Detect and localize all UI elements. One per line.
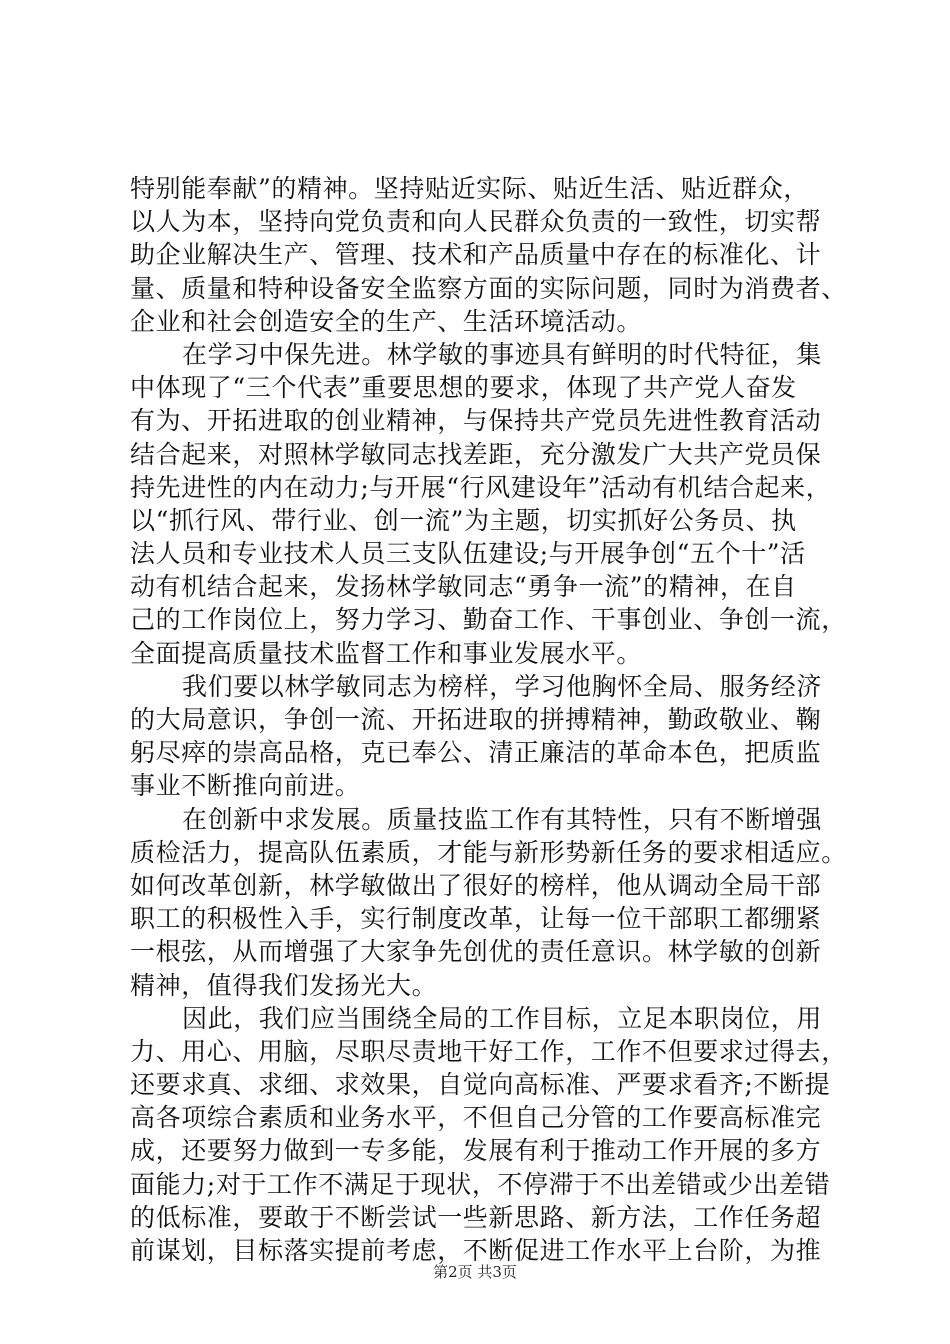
paragraph-start-line: 在创新中求发展。质量技监工作有其特性，只有不断增强 [182, 804, 823, 834]
text-line: 力、用心、用脑，尽职尽责地干好工作，工作不但要求过得去， [130, 1036, 847, 1066]
text-line: 面能力;对于工作不满足于现状，不停滞于不出差错或少出差错 [130, 1169, 831, 1199]
text-line: 成，还要努力做到一专多能，发展有利于推动工作开展的多方 [130, 1136, 822, 1166]
text-line: 高各项综合素质和业务水平，不但自己分管的工作要高标准完 [130, 1103, 822, 1133]
text-line: 一根弦，从而增强了大家争先创优的责任意识。林学敏的创新 [130, 937, 822, 967]
text-line: 还要求真、求细、求效果，自觉向高标准、严要求看齐;不断提 [130, 1070, 831, 1100]
text-line: 全面提高质量技术监督工作和事业发展水平。 [130, 638, 643, 668]
text-line: 质检活力，提高队伍素质，才能与新形势新任务的要求相适应。 [130, 837, 847, 867]
text-line: 企业和社会创造安全的生产、生活环境活动。 [130, 306, 643, 336]
text-line: 如何改革创新，林学敏做出了很好的榜样，他从调动全局干部 [130, 870, 822, 900]
text-line: 持先进性的内在动力;与开展“行风建设年”活动有机结合起来， [130, 472, 832, 502]
text-line: 量、质量和特种设备安全监察方面的实际问题，同时为消费者、 [130, 273, 847, 303]
text-line: 法人员和专业技术人员三支队伍建设;与开展争创“五个十”活 [130, 539, 806, 569]
text-line: 前谋划，目标落实提前考虑，不断促进工作水平上台阶，为推 [130, 1236, 822, 1265]
paragraph-start-line: 在学习中保先进。林学敏的事迹具有鲜明的时代特征，集 [182, 339, 823, 369]
text-line: 以“抓行风、带行业、创一流”为主题，切实抓好公务员、执 [130, 505, 797, 535]
text-line: 助企业解决生产、管理、技术和产品质量中存在的标准化、计 [130, 240, 822, 270]
text-line: 的低标准，要敢于不断尝试一些新思路、新方法，工作任务超 [130, 1202, 822, 1232]
paragraph-start-line: 我们要以林学敏同志为榜样，学习他胸怀全局、服务经济 [182, 671, 823, 701]
text-line: 有为、开拓进取的创业精神，与保持共产党员先进性教育活动 [130, 406, 822, 436]
text-line: 特别能奉献”的精神。坚持贴近实际、贴近生活、贴近群众， [130, 174, 809, 203]
text-line: 职工的积极性入手，实行制度改革，让每一位干部职工都绷紧 [130, 904, 822, 934]
page-number-footer: 第2页 共3页 [433, 1263, 517, 1281]
paragraph-start-line: 因此，我们应当围绕全局的工作目标，立足本职岗位，用 [182, 1003, 823, 1033]
text-line: 中体现了“三个代表”重要思想的要求，体现了共产党人奋发 [130, 373, 797, 403]
text-line: 以人为本，坚持向党负责和向人民群众负责的一致性，切实帮 [130, 207, 822, 237]
document-body [130, 172, 847, 1267]
text-line: 的大局意识，争创一流、开拓进取的拼搏精神，勤政敬业、鞠 [130, 705, 822, 734]
text-line: 己的工作岗位上，努力学习、勤奋工作、干事创业、争创一流， [130, 605, 847, 635]
text-line: 结合起来，对照林学敏同志找差距，充分激发广大共产党员保 [130, 439, 822, 469]
text-line: 精神，值得我们发扬光大。 [130, 970, 438, 1000]
text-line: 动有机结合起来，发扬林学敏同志“勇争一流”的精神，在自 [130, 572, 797, 602]
text-line: 事业不断推向前进。 [130, 771, 361, 801]
text-line: 躬尽瘁的崇高品格，克已奉公、清正廉洁的革命本色，把质监 [130, 738, 822, 768]
